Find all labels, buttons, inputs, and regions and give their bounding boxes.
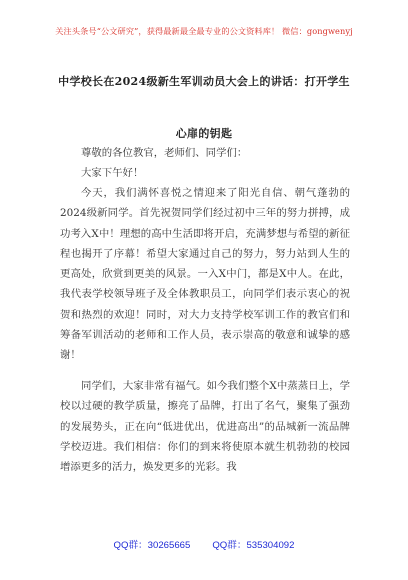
body-paragraph-2: 同学们，大家非常有福气。如今我们整个X中蒸蒸日上，学校以过硬的教学质量，擦亮了品牌，打出了名气，聚集了强劲的发展势头，正在向“低进优出，优进高出”的品城新一流品牌学校迈进。我们相信：你们的到来将使原本就生机勃勃的校园增添更多的活力，焕发更多的光彩。我 <box>60 380 350 474</box>
footer-qq-group-2: QQ群：535304092 <box>212 540 295 551</box>
footer-contacts <box>0 537 408 551</box>
footer-qq-group-1: QQ群：30265665 <box>113 540 191 551</box>
header-banner: 关注头条号“公文研究”，获得最新最全最专业的公文资料库！ 微信：gongwenyj <box>55 26 353 36</box>
hello-paragraph: 大家下午好！ <box>81 167 144 179</box>
body-paragraph-1: 今天，我们满怀喜悦之情迎来了阳光自信、朝气蓬勃的2024级新同学。首先祝贺同学们经过初中三年的努力拼搏，成功考入X中！理想的高中生活即将开启，充满梦想与希望的新征程也揭开了序幕！希望大家通过自己的努力，努力站到人生的更高处，欣赏到更美的风景。一入X中门，都是X中人。在此，我代表学校领导班子及全体教职员工，向同学们表示衷心的祝贺和热烈的欢迎！同时，对大力支持学校军训工作的教官们和筹备军训活动的老师和工作人员，表示崇高的敬意和诚挚的感谢！ <box>60 187 350 362</box>
greeting-paragraph: 尊敬的各位教官，老师们、同学们： <box>81 147 248 159</box>
document-title-line-1: 中学校长在2024级新生军训动员大会上的讲话：打开学生 <box>58 75 350 88</box>
document-title-line-2: 心扉的钥匙 <box>175 127 233 140</box>
